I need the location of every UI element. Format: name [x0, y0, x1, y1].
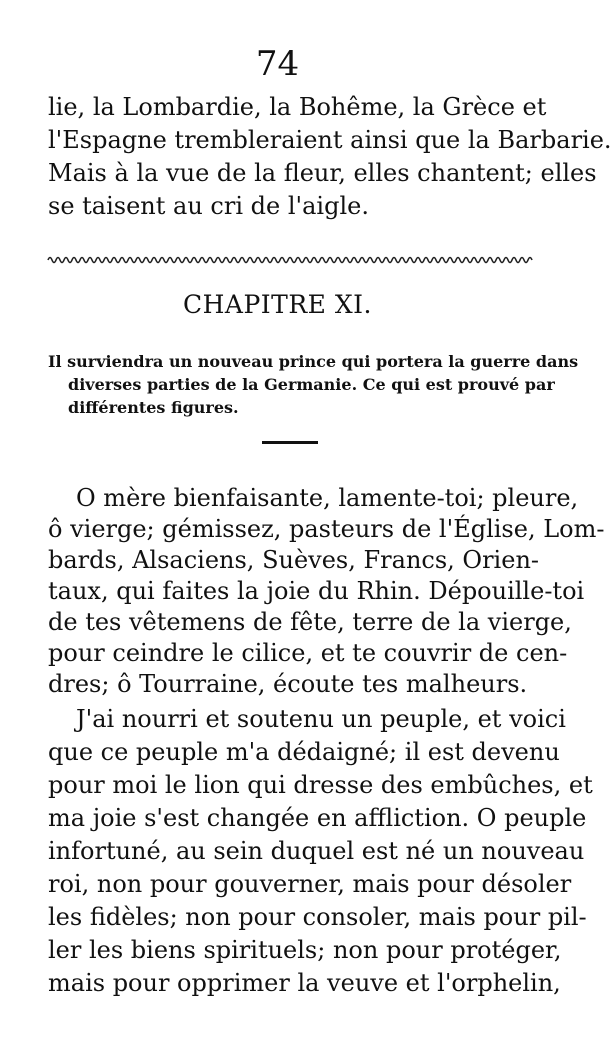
text-line: J'ai nourri et soutenu un peuple, et voici	[76, 705, 566, 733]
text-line: pour ceindre le cilice, et te couvrir de cen-	[48, 639, 568, 667]
text-line: mais pour opprimer la veuve et l'orphelin,	[48, 969, 561, 997]
text-line: ma joie s'est changée en affliction. O peuple	[48, 804, 587, 832]
text-line: que ce peuple m'a dédaigné; il est devenu	[48, 738, 560, 766]
text-line: bards, Alsaciens, Suèves, Francs, Orien-	[48, 546, 540, 574]
chapter-title: CHAPITRE XI.	[183, 290, 372, 319]
wavy-separator-ornament	[48, 254, 534, 266]
text-line: pour moi le lion qui dresse des embûches, et	[48, 771, 593, 799]
text-line: ler les biens spirituels; non pour protéger,	[48, 936, 562, 964]
text-line: se taisent au cri de l'aigle.	[48, 192, 369, 220]
text-line: dres; ô Tourraine, écoute tes malheurs.	[48, 670, 528, 698]
text-line: roi, non pour gouverner, mais pour désoler	[48, 870, 572, 898]
text-line: O mère bienfaisante, lamente-toi; pleure,	[76, 484, 579, 512]
text-line: de tes vêtemens de fête, terre de la vierge,	[48, 608, 572, 636]
text-line: taux, qui faites la joie du Rhin. Dépouille-toi	[48, 577, 585, 605]
text-line: Mais à la vue de la fleur, elles chantent; elles	[48, 159, 597, 187]
text-line: lie, la Lombardie, la Bohême, la Grèce et	[48, 93, 547, 121]
text-line: l'Espagne trembleraient ainsi que la Barbarie.	[48, 126, 612, 154]
text-line: les fidèles; non pour consoler, mais pour pil-	[48, 903, 587, 931]
text-line: ô vierge; gémissez, pasteurs de l'Église, Lom-	[48, 515, 605, 543]
section-rule	[262, 441, 318, 444]
summary-line: diverses parties de la Germanie. Ce qui est prouvé par	[68, 375, 555, 394]
page-number: 74	[255, 44, 300, 84]
summary-line: différentes figures.	[68, 398, 239, 417]
summary-line: Il surviendra un nouveau prince qui portera la guerre dans	[48, 352, 579, 371]
text-line: infortuné, au sein duquel est né un nouveau	[48, 837, 585, 865]
